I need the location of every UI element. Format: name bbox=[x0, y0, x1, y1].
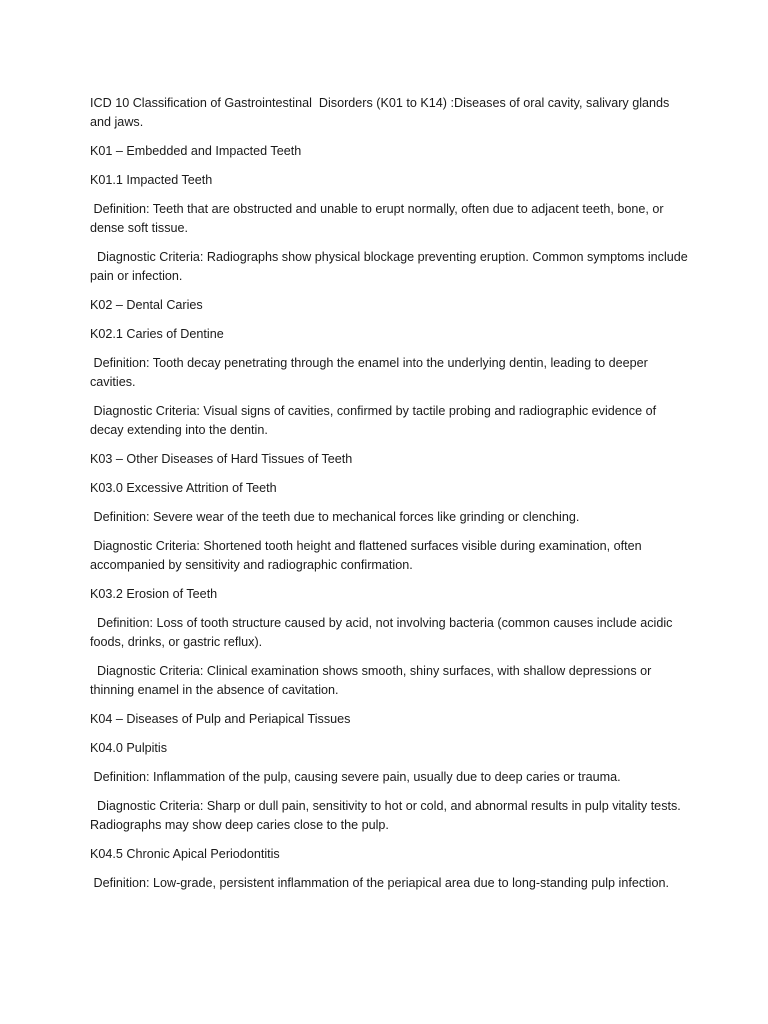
diagnostic-criteria-k03-0: Diagnostic Criteria: Shortened tooth height and flattened surfaces visible during examination, often accompanied by sensitivity and radiographic confirmation. bbox=[90, 539, 646, 572]
definition-k03-0: Definition: Severe wear of the teeth due to mechanical forces like grinding or clenching. bbox=[90, 510, 580, 524]
subsection-heading-k04-0: K04.0 Pulpitis bbox=[90, 741, 168, 755]
diagnostic-criteria-k02-1: Diagnostic Criteria: Visual signs of cavities, confirmed by tactile probing and radiographic evidence of decay extending into the dentin. bbox=[90, 404, 660, 437]
definition-k03-2: Definition: Loss of tooth structure caused by acid, not involving bacteria (common causes include acidic foods, drinks, or gastric reflux). bbox=[90, 616, 676, 649]
section-heading-k04: K04 – Diseases of Pulp and Periapical Tissues bbox=[90, 712, 351, 726]
section-heading-k01: K01 – Embedded and Impacted Teeth bbox=[90, 144, 302, 158]
subsection-heading-k01-1: K01.1 Impacted Teeth bbox=[90, 173, 213, 187]
section-heading-k03: K03 – Other Diseases of Hard Tissues of Teeth bbox=[90, 452, 353, 466]
subsection-heading-k03-2: K03.2 Erosion of Teeth bbox=[90, 587, 218, 601]
subsection-heading-k04-5: K04.5 Chronic Apical Periodontitis bbox=[90, 847, 280, 861]
definition-k01-1: Definition: Teeth that are obstructed and unable to erupt normally, often due to adjacent teeth, bone, or dense soft tissue. bbox=[90, 202, 668, 235]
subsection-heading-k02-1: K02.1 Caries of Dentine bbox=[90, 327, 224, 341]
document-title: ICD 10 Classification of Gastrointestinal Disorders (K01 to K14) :Diseases of oral cavity, salivary glands and jaws. bbox=[90, 96, 673, 129]
diagnostic-criteria-k03-2: Diagnostic Criteria: Clinical examination shows smooth, shiny surfaces, with shallow depressions or thinning enamel in the absence of cavitation. bbox=[90, 664, 655, 697]
definition-k04-0: Definition: Inflammation of the pulp, causing severe pain, usually due to deep caries or trauma. bbox=[90, 770, 621, 784]
subsection-heading-k03-0: K03.0 Excessive Attrition of Teeth bbox=[90, 481, 277, 495]
diagnostic-criteria-k04-0: Diagnostic Criteria: Sharp or dull pain, sensitivity to hot or cold, and abnormal results in pulp vitality tests. Radiographs may show deep caries close to the pulp. bbox=[90, 799, 685, 832]
document-page bbox=[90, 94, 690, 903]
definition-k02-1: Definition: Tooth decay penetrating through the enamel into the underlying dentin, leading to deeper cavities. bbox=[90, 356, 652, 389]
section-heading-k02: K02 – Dental Caries bbox=[90, 298, 203, 312]
definition-k04-5: Definition: Low-grade, persistent inflammation of the periapical area due to long-standing pulp infection. bbox=[90, 876, 669, 890]
diagnostic-criteria-k01-1: Diagnostic Criteria: Radiographs show physical blockage preventing eruption. Common symptoms include pain or infection. bbox=[90, 250, 692, 283]
